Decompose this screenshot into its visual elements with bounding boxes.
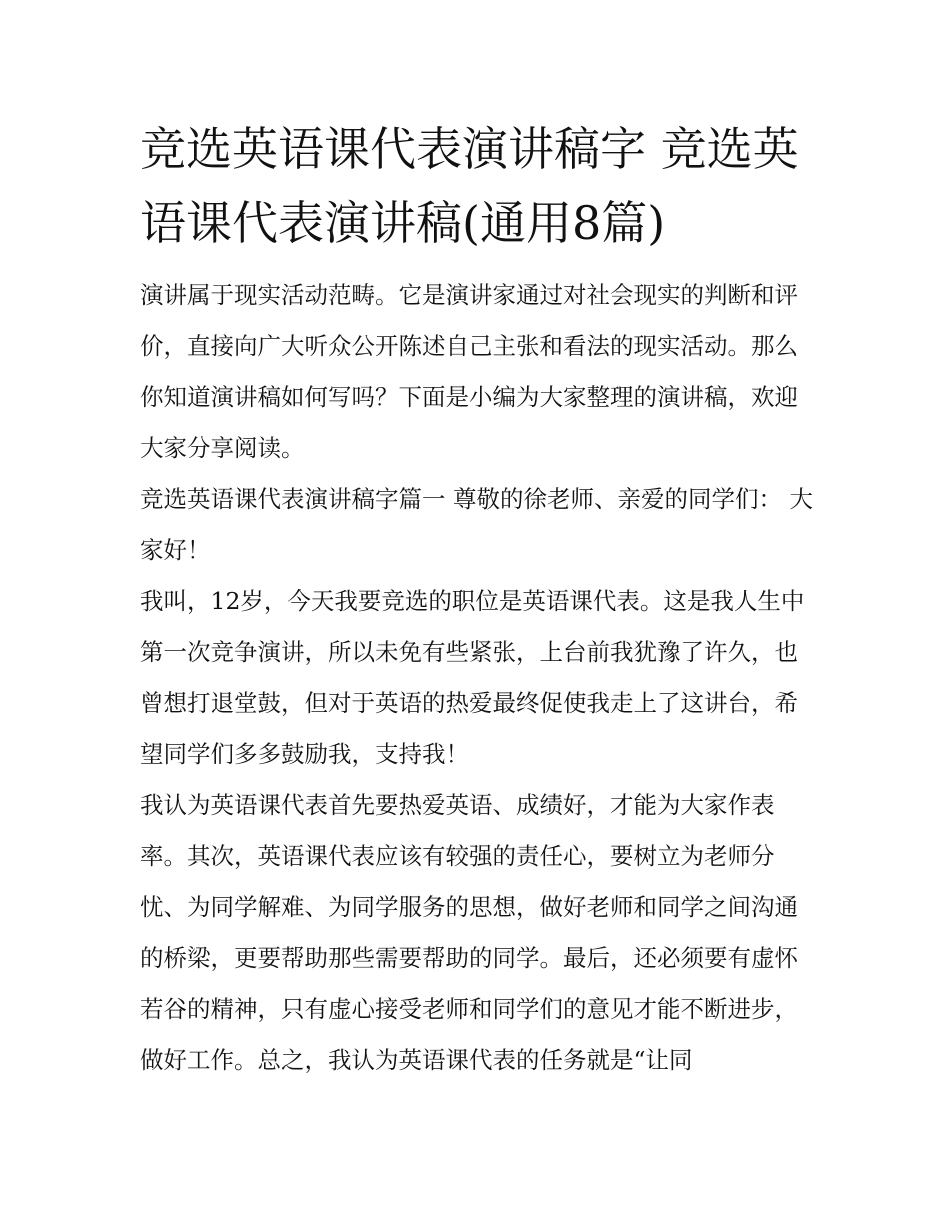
body-paragraph: 我认为英语课代表首先要热爱英语、成绩好，才能为大家作表率。其次，英语课代表应该有较强的责任心，要树立为老师分忧、为同学解难、为同学服务的思想，做好老师和同学之间沟通的桥梁，更要帮助那些需要帮助的同学。最后，还必须要有虚怀若谷的精神，只有虚心接受老师和同学们的意见才能不断进步，做好工作。总之，我认为英语课代表的任务就是“让同 [140,791,798,1074]
intro-paragraph: 演讲属于现实活动范畴。它是演讲家通过对社会现实的判断和评价，直接向广大听众公开陈述自己主张和看法的现实活动。那么你知道演讲稿如何写吗？下面是小编为大家整理的演讲稿，欢迎大家分享阅读。 [140,281,798,462]
body-paragraph: 我叫，12岁，今天我要竞选的职位是英语课代表。这是我人生中第一次竞争演讲，所以未免有些紧张，上台前我犹豫了许久，也曾想打退堂鼓，但对于英语的热爱最终促使我走上了这讲台，希望同学们多多鼓励我，支持我！ [140,587,805,768]
document-body [140,112,820,1086]
speech-heading-paragraph: 竞选英语课代表演讲稿字篇一 尊敬的徐老师、亲爱的同学们： 大家好！ [140,485,813,564]
document-title: 竞选英语课代表演讲稿字 竞选英语课代表演讲稿(通用8篇) [140,122,799,250]
